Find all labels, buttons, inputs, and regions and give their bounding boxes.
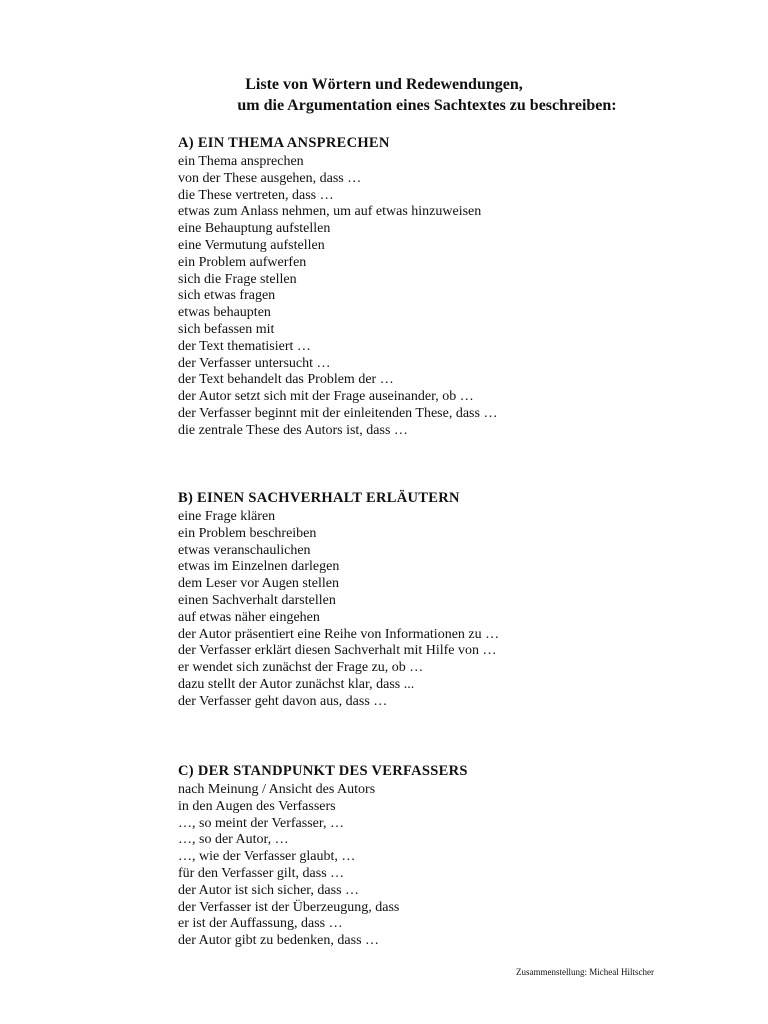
phrase-item: etwas zum Anlass nehmen, um auf etwas hinzuweisen [178,204,482,220]
phrase-item: der Verfasser geht davon aus, dass … [178,693,388,709]
phrase-item: der Autor gibt zu bedenken, dass … [178,933,380,949]
phrase-item: eine Vermutung aufstellen [178,237,325,253]
phrase-item: der Verfasser erklärt diesen Sachverhalt mit Hilfe von … [178,643,497,659]
phrase-item: der Text thematisiert … [178,338,311,354]
phrase-item: sich befassen mit [178,321,275,337]
title-line-2: um die Argumentation eines Sachtextes zu beschreiben: [237,97,617,114]
phrase-item: er ist der Auffassung, dass … [178,916,343,932]
phrase-item: ein Problem beschreiben [178,525,317,541]
phrase-item: sich die Frage stellen [178,271,297,287]
footer-credit: Zusammenstellung: Micheal Hiltscher [516,967,654,977]
phrase-item: auf etwas näher eingehen [178,609,320,625]
phrase-item: der Autor setzt sich mit der Frage auseinander, ob … [178,389,474,405]
phrase-list [178,154,738,440]
phrase-list [178,782,738,950]
phrase-item: der Autor ist sich sicher, dass … [178,882,360,898]
phrase-item: etwas im Einzelnen darlegen [178,559,340,575]
phrase-item: der Verfasser untersucht … [178,355,331,371]
phrase-item: der Autor präsentiert eine Reihe von Informationen zu … [178,626,500,642]
title-line-1: Liste von Wörtern und Redewendungen, [245,76,523,93]
phrase-item: eine Frage klären [178,509,276,524]
phrase-item: einen Sachverhalt darstellen [178,592,336,608]
phrase-item: in den Augen des Verfassers [178,798,336,814]
phrase-item: der Verfasser ist der Überzeugung, dass [178,899,400,915]
section-c [178,761,738,950]
section-heading: B) EINEN SACHVERHALT ERLÄUTERN [178,490,460,506]
section-a [178,133,738,440]
phrase-item: von der These ausgehen, dass … [178,170,362,186]
section-heading: C) DER STANDPUNKT DES VERFASSERS [178,763,468,779]
phrase-item: eine Behauptung aufstellen [178,221,331,237]
phrase-item: …, so der Autor, … [178,832,289,848]
document-title [0,74,768,116]
section-heading: A) EIN THEMA ANSPRECHEN [178,135,390,151]
phrase-item: der Text behandelt das Problem der … [178,372,394,388]
phrase-item: er wendet sich zunächst der Frage zu, ob … [178,660,424,676]
phrase-item: …, wie der Verfasser glaubt, … [178,849,356,865]
phrase-item: für den Verfasser gilt, dass … [178,865,345,881]
phrase-item: nach Meinung / Ansicht des Autors [178,782,376,797]
phrase-item: der Verfasser beginnt mit der einleitenden These, dass … [178,405,498,421]
phrase-list [178,509,738,711]
phrase-item: sich etwas fragen [178,288,276,304]
phrase-item: ein Problem aufwerfen [178,254,307,270]
phrase-item: …, so meint der Verfasser, … [178,815,344,831]
phrase-item: dem Leser vor Augen stellen [178,576,339,592]
phrase-item: ein Thema ansprechen [178,154,304,169]
phrase-item: die These vertreten, dass … [178,187,334,203]
phrase-item: etwas behaupten [178,305,271,321]
phrase-item: etwas veranschaulichen [178,542,311,558]
phrase-item: die zentrale These des Autors ist, dass … [178,422,408,438]
section-b [178,488,738,711]
phrase-item: dazu stellt der Autor zunächst klar, dass ... [178,676,415,692]
